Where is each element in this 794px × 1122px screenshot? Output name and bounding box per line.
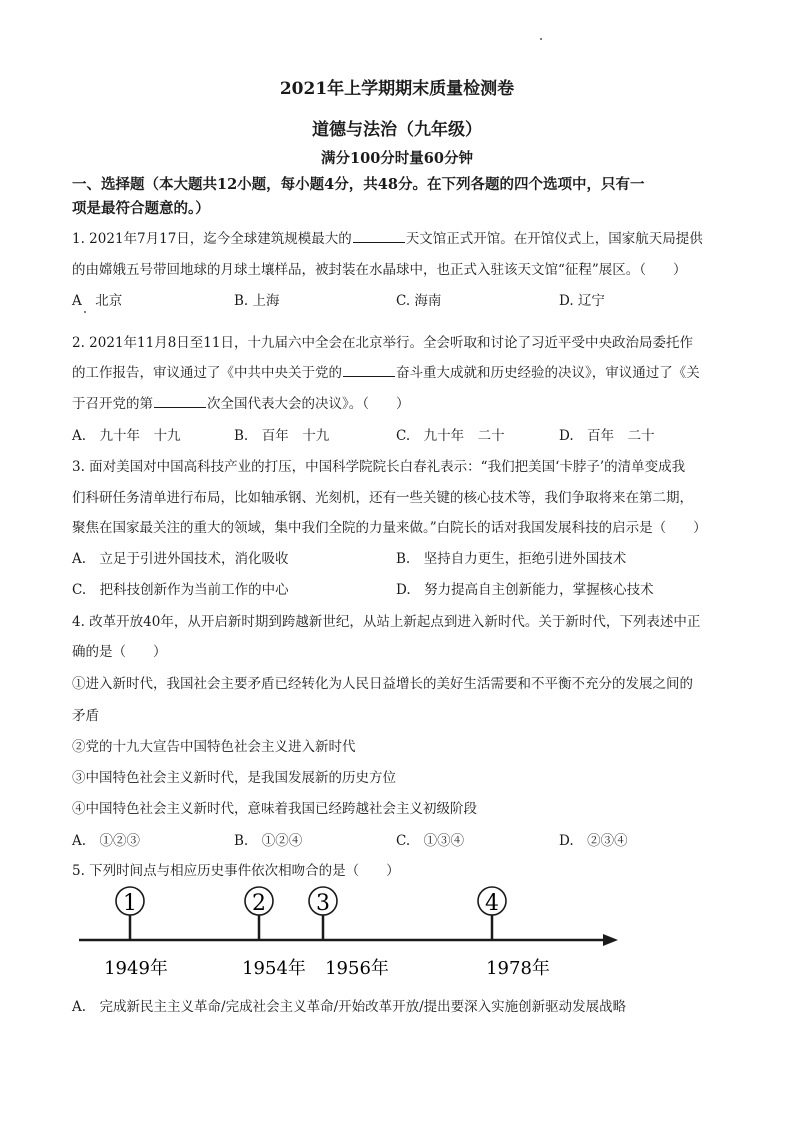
q3-option-a: A. 立足于引进外国技术，消化吸收 (72, 551, 289, 567)
section-heading-line2: 项是最符合题意的。） (72, 200, 210, 217)
q3-option-d: D. 努力提高自主创新能力，掌握核心技术 (396, 582, 654, 598)
q4-item1-line1: ①进入新时代，我国社会主要矛盾已经转化为人民日益增长的美好生活需要和不平衡不充分的发展之间的 (72, 676, 693, 692)
q5-option-a: A. 完成新民主主义革命/完成社会主义革命/开始改革开放/提出要深入实施创新驱动发展战略 (72, 999, 627, 1015)
q2-text-part1: 的工作报告，审议通过了《中共中央关于党的 (72, 365, 342, 381)
q1-text-part1: 1. 2021年7月17日，迄今全球建筑规模最大的 (72, 231, 352, 247)
timeline-year: 1956年 (325, 958, 389, 979)
q4-item3: ③中国特色社会主义新时代，是我国发展新的历史方位 (72, 770, 396, 786)
q3-line3: 聚焦在国家最关注的重大的领域，集中我们全院的力量来做。”白院长的话对我国发展科技的启示是（ ） (72, 520, 707, 536)
timeline-arrowhead (603, 934, 618, 946)
q1-option-a: A 北京 (72, 293, 123, 309)
q3-line1: 3. 面对美国对中国高科技产业的打压，中国科学院院长白春礼表示：“我们把美国‘卡脖子’的清单变成我 (72, 459, 686, 475)
q4-item4: ④中国特色社会主义新时代，意味着我国已经跨越社会主义初级阶段 (72, 801, 477, 817)
q3-line2: 们科研任务清单进行布局，比如轴承钢、光刻机，还有一些关键的核心技术等，我们争取将来在第二期， (72, 490, 693, 506)
marker-number: 4 (485, 891, 499, 916)
timeline-point-3 (309, 887, 389, 979)
q4-item2: ②党的十九大宣告中国特色社会主义进入新时代 (72, 739, 356, 755)
q3-option-b: B. 坚持自力更生，拒绝引进外国技术 (396, 551, 627, 567)
q2-option-d: D. 百年 二十 (559, 428, 655, 444)
q1-option-c: C. 海南 (396, 293, 442, 309)
q1-text-part2: 天文馆正式开馆。在开馆仪式上，国家航天局提供 (405, 231, 703, 247)
q3-option-c: C. 把科技创新作为当前工作的中心 (72, 582, 289, 598)
q2-text-part2: 奋斗重大成就和历史经验的决议》，审议通过了《关 (396, 365, 700, 381)
timeline-point-2 (242, 887, 306, 979)
q1-option-b: B. 上海 (234, 293, 280, 309)
q2-text-part3: 于召开党的第 (72, 396, 153, 412)
q1-option-d: D. 辽宁 (559, 293, 605, 309)
q2-option-a: A. 九十年 十九 (72, 428, 181, 444)
timeline-year: 1954年 (242, 958, 306, 979)
q4-option-d: D. ②③④ (559, 833, 628, 849)
q1-line2: 的由嫦娥五号带回地球的月球土壤样品，被封装在水晶球中，也正式入驻该天文馆“征程”展区。（ ） (72, 262, 687, 278)
score-info: 满分100分时量60分钟 (321, 150, 473, 167)
page-subtitle: 道德与法治（九年级） (312, 120, 482, 140)
q2-text-part4: 次全国代表大会的决议》。（ ） (207, 396, 410, 412)
marker-number: 2 (252, 891, 266, 916)
q4-item1-line2: 矛盾 (72, 708, 99, 724)
q2-line1: 2. 2021年11月8日至11日，十九届六中全会在北京举行。全会听取和讨论了习近平受中央政治局委托作 (72, 335, 693, 351)
timeline-year: 1978年 (486, 958, 550, 979)
page-title: 2021年上学期期末质量检测卷 (279, 79, 515, 99)
q4-line2: 确的是（ ） (72, 644, 167, 660)
q4-line1: 4. 改革开放40年，从开启新时期到跨越新世纪，从站上新起点到进入新时代。关于新时代，下列表述中正 (72, 614, 701, 630)
marker-number: 1 (123, 891, 137, 916)
timeline-point-1 (104, 887, 168, 979)
q4-option-a: A. ①②③ (72, 833, 141, 849)
marker-number: 3 (316, 891, 330, 916)
timeline-point-4 (478, 887, 550, 979)
q4-option-c: C. ①③④ (396, 833, 465, 849)
q5-line1: 5. 下列时间点与相应历史事件依次相吻合的是（ ） (72, 863, 400, 879)
q2-option-c: C. 九十年 二十 (396, 428, 505, 444)
timeline-year: 1949年 (104, 958, 168, 979)
q2-option-b: B. 百年 十九 (234, 428, 330, 444)
q4-option-b: B. ①②④ (234, 833, 303, 849)
section-heading-line1: 一、选择题（本大题共12小题，每小题4分，共48分。在下列各题的四个选项中，只有一 (72, 176, 645, 193)
